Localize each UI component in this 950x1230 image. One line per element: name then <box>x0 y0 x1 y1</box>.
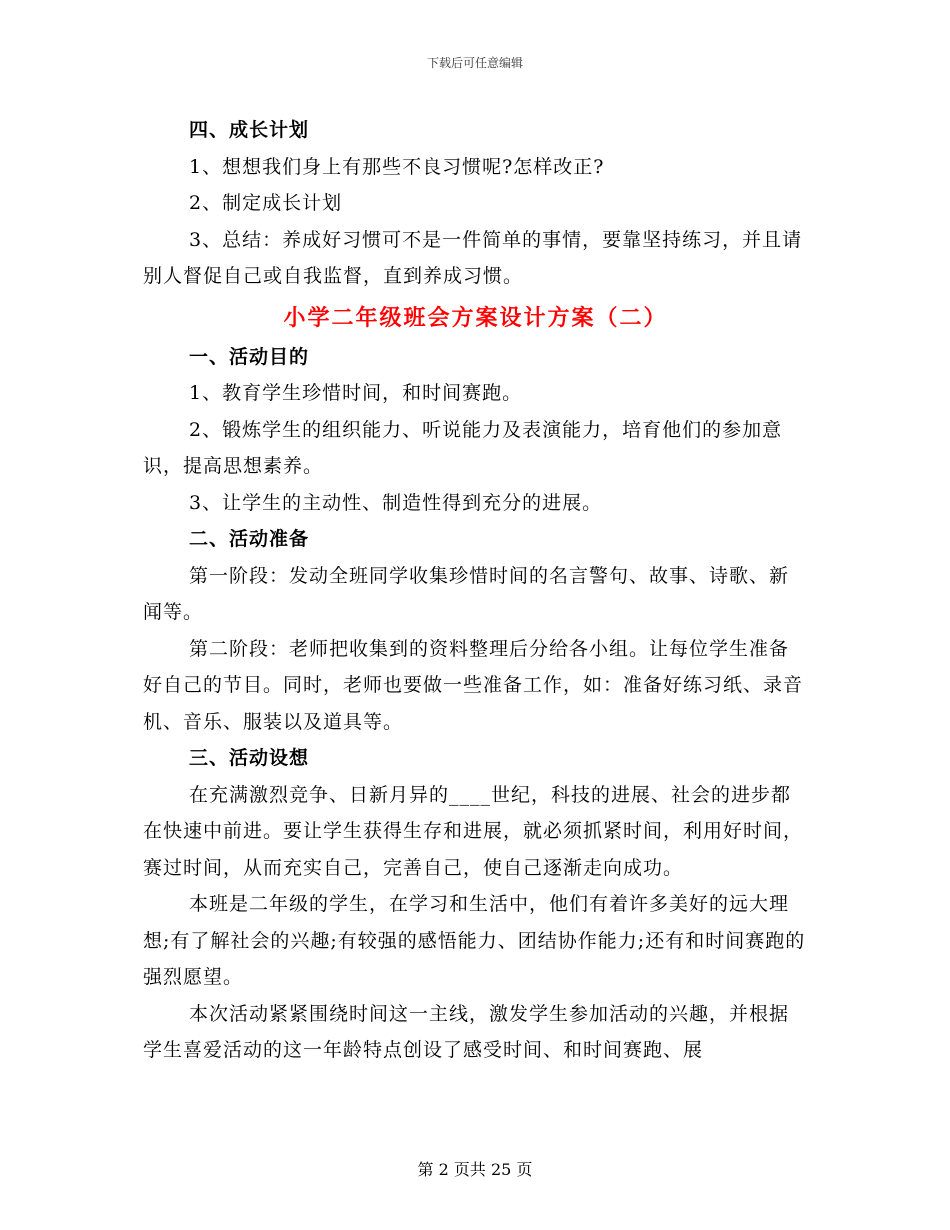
page-header: 下载后可任意编辑 <box>426 56 523 70</box>
section-heading-preparation: 二、活动准备 <box>189 528 310 550</box>
list-item: 1、教育学生珍惜时间，和时间赛跑。 <box>189 382 523 404</box>
paragraph: 在充满激烈竞争、日新月异的____世纪，科技的进展、社会的进步都在快速中前进。要让学生获得生存和进展，就必须抓紧时间，利用好时间，赛过时间，从而充实自己，完善自己，使自己逐渐走向成功。 <box>143 783 804 879</box>
list-item: 1、想想我们身上有那些不良习惯呢?怎样改正? <box>189 155 605 178</box>
list-item: 2、锻炼学生的组织能力、听说能力及表演能力，培育他们的参加意识，提高思想素养。 <box>143 418 783 477</box>
paragraph: 本班是二年级的学生，在学习和生活中，他们有着许多美好的远大理想;有了解社会的兴趣;有较强的感悟能力、团结协作能力;还有和时间赛跑的强烈愿望。 <box>143 893 806 988</box>
list-item: 2、制定成长计划 <box>189 192 343 214</box>
page-footer: 第 2 页共 25 页 <box>417 1160 533 1179</box>
list-item: 3、总结：养成好习惯可不是一件简单的事情，要靠坚持练习，并且请别人督促自己或自我监督，直到养成习惯。 <box>143 228 803 287</box>
section-heading-purpose: 一、活动目的 <box>189 345 310 368</box>
section-heading-concept: 三、活动设想 <box>189 747 310 769</box>
paragraph: 本次活动紧紧围绕时间这一主线，激发学生参加活动的兴趣，并根据学生喜爱活动的这一年龄特点创设了感受时间、和时间赛跑、展 <box>143 1002 790 1061</box>
document-title: 小学二年级班会方案设计方案（二） <box>283 304 668 331</box>
paragraph: 第一阶段：发动全班同学收集珍惜时间的名言警句、故事、诗歌、新闻等。 <box>143 564 790 623</box>
paragraph: 第二阶段：老师把收集到的资料整理后分给各小组。让每位学生准备好自己的节目。同时，老师也要做一些准备工作，如：准备好练习纸、录音机、音乐、服装以及道具等。 <box>143 637 804 733</box>
document-body <box>143 112 808 1069</box>
list-item: 3、让学生的主动性、制造性得到充分的进展。 <box>189 491 603 514</box>
section-heading-growth-plan: 四、成长计划 <box>189 119 310 141</box>
